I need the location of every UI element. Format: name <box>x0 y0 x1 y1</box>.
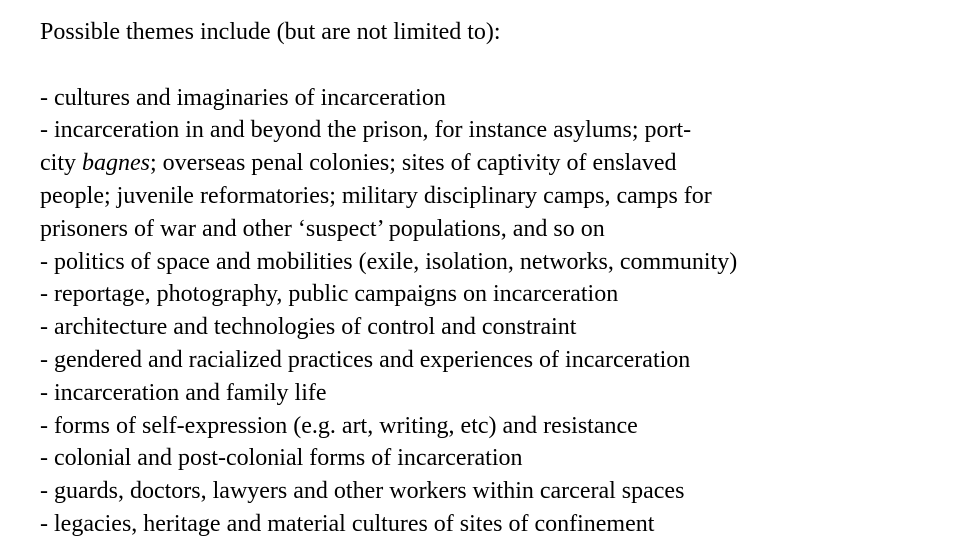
theme-item-beyond-prison-cont2: people; juvenile reformatories; military disciplinary camps, camps for <box>40 182 712 209</box>
blank-line <box>40 49 940 82</box>
theme-item-architecture: - architecture and technologies of control and constraint <box>40 314 577 341</box>
theme-item-colonial: - colonial and post-colonial forms of incarceration <box>40 445 523 472</box>
theme-item-cultures: - cultures and imaginaries of incarceration <box>40 84 446 111</box>
term-bagnes: bagnes <box>82 150 150 177</box>
theme-item-reportage: - reportage, photography, public campaigns on incarceration <box>40 281 619 308</box>
theme-item-beyond-prison-cont <box>40 147 940 180</box>
theme-item-beyond-prison: - incarceration in and beyond the prison, for instance asylums; port- <box>40 117 692 144</box>
theme-item-beyond-prison-cont3: prisoners of war and other ‘suspect’ populations, and so on <box>40 215 605 242</box>
text-city: city <box>40 150 82 177</box>
theme-item-legacies: - legacies, heritage and material cultures of sites of confinement <box>40 510 655 537</box>
document-body <box>40 16 940 541</box>
theme-item-workers: - guards, doctors, lawyers and other workers within carceral spaces <box>40 478 685 505</box>
intro-heading: Possible themes include (but are not limited to): <box>40 19 501 45</box>
text-overseas: ; overseas penal colonies; sites of captivity of enslaved <box>150 150 677 177</box>
theme-item-family-life: - incarceration and family life <box>40 379 327 406</box>
theme-item-politics-space: - politics of space and mobilities (exile, isolation, networks, community) <box>40 248 738 275</box>
theme-item-self-expression: - forms of self-expression (e.g. art, writing, etc) and resistance <box>40 412 638 439</box>
theme-item-gendered: - gendered and racialized practices and experiences of incarceration <box>40 346 691 373</box>
